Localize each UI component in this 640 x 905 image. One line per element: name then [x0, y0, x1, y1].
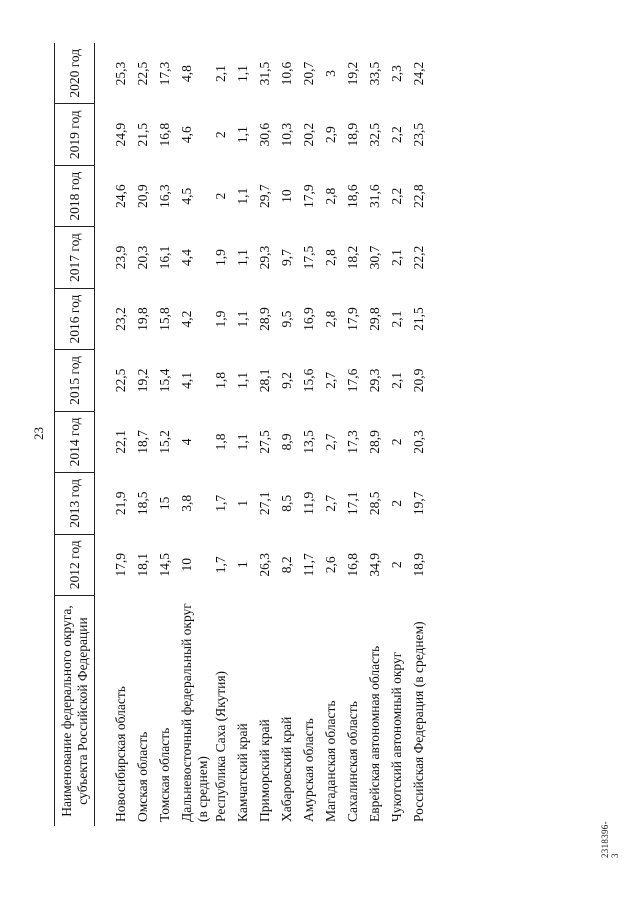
table-row [322, 43, 344, 826]
table-cell-value: 15,4 [157, 368, 173, 393]
table-cell-value: 10 [279, 189, 295, 203]
table-cell-value: 28,9 [367, 430, 383, 454]
table-cell-value: 17,6 [345, 368, 361, 393]
table-row [178, 43, 212, 826]
table-row [388, 43, 410, 826]
table-cell-value: 2,8 [323, 187, 339, 205]
region-name: Сахалинская область [345, 701, 361, 822]
table-cell-value: 4,5 [179, 187, 195, 205]
statistics-table [54, 43, 432, 826]
table-cell-value: 29,8 [367, 307, 383, 331]
table-cell-value: 1 [235, 499, 251, 507]
table-cell-value: 8,5 [279, 494, 295, 512]
table-row [134, 43, 156, 826]
table-cell-value: 31,6 [367, 184, 383, 208]
table-cell-value: 23,9 [113, 245, 129, 270]
table-cell-value: 4,2 [179, 310, 195, 328]
table-cell-value: 2,6 [323, 556, 339, 574]
table-cell-value: 10 [179, 558, 195, 572]
table-cell-value: 2,1 [389, 249, 405, 267]
table-cell-value: 28,5 [367, 491, 383, 516]
region-name: Амурская область [301, 718, 317, 822]
table-cell-value: 8,2 [279, 556, 295, 574]
table-body [95, 43, 433, 826]
table-row [156, 43, 178, 826]
table-cell-value: 8,9 [279, 433, 295, 451]
table-cell-value: 19,8 [135, 307, 151, 331]
table-cell-value: 22,8 [411, 184, 427, 208]
table-cell-value: 16,1 [157, 245, 173, 270]
table-cell-value: 1,1 [235, 433, 251, 451]
table-cell-value: 21,9 [113, 491, 129, 516]
table-cell-value: 9,5 [279, 310, 295, 328]
table-cell-value: 16,8 [157, 122, 173, 147]
table-cell-value: 2,7 [323, 494, 339, 512]
table-cell-value: 29,7 [257, 184, 273, 208]
table-cell-value: 2 [389, 438, 405, 446]
table-cell-value: 2,1 [389, 310, 405, 328]
header-name: Наименование федерального округа, субъекта Российской Федерации [55, 596, 95, 827]
table-cell-value: 1,9 [213, 310, 229, 328]
table-cell-value: 10,3 [279, 122, 295, 147]
table-cell-value: 17,5 [301, 245, 317, 270]
table-cell-value: 1,7 [213, 494, 229, 512]
region-name: Российская Федерация (в среднем) [411, 621, 427, 822]
region-name: Омская область [135, 731, 151, 822]
table-cell-value: 27,1 [257, 491, 273, 516]
table-cell-value: 19,2 [135, 368, 151, 393]
region-name: Новосибирская область [113, 686, 129, 822]
header-year: 2015 год [55, 350, 95, 411]
table-cell-value: 16,3 [157, 184, 173, 208]
table-cell-value: 1,1 [235, 249, 251, 267]
table-cell-value: 9,2 [279, 372, 295, 389]
table-cell-value: 1 [235, 561, 251, 569]
table-row [95, 43, 135, 826]
table-cell-value: 29,3 [367, 368, 383, 393]
table-cell-value: 1,8 [213, 372, 229, 389]
table-cell-value: 2,2 [389, 126, 405, 144]
table-row [234, 43, 256, 826]
table-cell-value: 2 [389, 499, 405, 507]
table-cell-value: 4,4 [179, 249, 195, 267]
table-row [256, 43, 278, 826]
region-name: Приморский край [257, 719, 273, 822]
table-cell-value: 1,1 [235, 310, 251, 328]
table-cell-value: 19,2 [345, 61, 361, 86]
table-cell-value: 2 [213, 192, 229, 200]
table-cell-value: 22,2 [411, 245, 427, 270]
table-row [344, 43, 366, 826]
table-cell-value: 20,9 [135, 184, 151, 208]
table-cell-value: 13,5 [301, 430, 317, 454]
table-cell-value: 18,7 [135, 430, 151, 454]
table-cell-value: 2,1 [213, 65, 229, 82]
table-cell-value: 3,8 [179, 494, 195, 512]
region-name: Дальневосточный федеральный округ (в среднем) [179, 603, 211, 822]
table-row [212, 43, 234, 826]
table-cell-value: 22,5 [135, 61, 151, 86]
page-number: 23 [31, 427, 46, 440]
data-table-rotated [54, 43, 610, 826]
table-cell-value: 18,2 [345, 245, 361, 270]
table-cell-value: 15 [157, 496, 173, 511]
table-cell-value: 1,1 [235, 372, 251, 389]
table-cell-value: 30,6 [257, 122, 273, 147]
table-cell-value: 34,9 [367, 552, 383, 577]
region-name: Томская область [157, 727, 173, 822]
header-year: 2012 год [55, 534, 95, 595]
table-cell-value: 17,9 [345, 307, 361, 331]
table-cell-value: 11,7 [301, 553, 317, 577]
table-cell-value: 1,1 [235, 65, 251, 82]
table-cell-value: 4,1 [179, 372, 195, 389]
table-cell-value: 15,8 [157, 307, 173, 331]
table-row [366, 43, 388, 826]
table-cell-value: 1,8 [213, 433, 229, 451]
table-cell-value: 23,5 [411, 122, 427, 147]
table-cell-value: 1,9 [213, 249, 229, 267]
table-cell-value: 24,9 [113, 122, 129, 147]
table-cell-value: 20,2 [301, 122, 317, 147]
table-cell-value: 20,7 [301, 61, 317, 86]
table-cell-value: 27,5 [257, 430, 273, 454]
table-cell-value: 16,8 [345, 552, 361, 577]
table-cell-value: 19,7 [411, 491, 427, 516]
header-year: 2019 год [55, 104, 95, 165]
table-cell-value: 32,5 [367, 122, 383, 147]
table-cell-value: 18,1 [135, 552, 151, 577]
table-row [300, 43, 322, 826]
footer-code: 2318396-3 [600, 821, 620, 858]
table-cell-value: 2,9 [323, 126, 339, 144]
table-row [278, 43, 300, 826]
table-cell-value: 4,8 [179, 65, 195, 82]
table-cell-value: 9,7 [279, 249, 295, 267]
table-cell-value: 17,9 [301, 184, 317, 208]
table-cell-value: 4 [179, 438, 195, 446]
table-cell-value: 1,1 [235, 126, 251, 144]
region-name: Еврейская автономная область [367, 645, 383, 822]
table-cell-value: 14,5 [157, 552, 173, 577]
table-cell-value: 21,5 [411, 307, 427, 331]
region-name: Хабаровский край [279, 716, 295, 822]
region-name: Республика Саха (Якутия) [213, 670, 229, 822]
header-year: 2013 год [55, 473, 95, 534]
table-cell-value: 11,9 [301, 491, 317, 515]
header-year: 2014 год [55, 411, 95, 472]
region-name: Чукотский автономный округ [389, 651, 405, 822]
header-year: 2020 год [55, 43, 95, 104]
table-cell-value: 17,3 [157, 61, 173, 86]
table-cell-value: 24,2 [411, 61, 427, 86]
table-cell-value: 15,2 [157, 430, 173, 454]
table-cell-value: 31,5 [257, 61, 273, 86]
table-cell-value: 18,5 [135, 491, 151, 516]
table-cell-value: 2,3 [389, 65, 405, 82]
table-cell-value: 2,7 [323, 433, 339, 451]
table-cell-value: 29,3 [257, 245, 273, 270]
table-cell-value: 20,3 [135, 245, 151, 270]
table-cell-value: 16,9 [301, 307, 317, 331]
table-cell-value: 26,3 [257, 552, 273, 577]
table-cell-value: 28,9 [257, 307, 273, 331]
region-name: Камчатский край [235, 723, 251, 822]
table-cell-value: 28,1 [257, 368, 273, 393]
table-cell-value: 2,8 [323, 310, 339, 328]
table-cell-value: 17,1 [345, 491, 361, 516]
table-cell-value: 24,6 [113, 184, 129, 208]
table-cell-value: 17,3 [345, 430, 361, 454]
table-cell-value: 2,1 [389, 372, 405, 389]
table-cell-value: 2,2 [389, 187, 405, 205]
table-cell-value: 10,6 [279, 61, 295, 86]
table-header-row [55, 43, 95, 826]
table-cell-value: 15,6 [301, 368, 317, 393]
table-cell-value: 4,6 [179, 126, 195, 144]
table-cell-value: 3 [323, 70, 339, 77]
table-cell-value: 23,2 [113, 307, 129, 331]
table-cell-value: 25,3 [113, 61, 129, 86]
region-name: Магаданская область [323, 700, 339, 822]
table-cell-value: 2 [213, 131, 229, 139]
table-cell-value: 18,9 [345, 122, 361, 147]
table-cell-value: 22,1 [113, 430, 129, 454]
table-cell-value: 22,5 [113, 368, 129, 393]
table-cell-value: 30,7 [367, 245, 383, 270]
table-cell-value: 2,8 [323, 249, 339, 267]
header-year: 2017 год [55, 227, 95, 288]
table-cell-value: 18,9 [411, 552, 427, 577]
table-cell-value: 21,5 [135, 122, 151, 147]
table-cell-value: 33,5 [367, 61, 383, 86]
table-cell-value: 17,9 [113, 552, 129, 577]
table-cell-value: 18,6 [345, 184, 361, 208]
table-cell-value: 1,1 [235, 187, 251, 205]
table-cell-value: 20,9 [411, 368, 427, 393]
table-cell-value: 1,7 [213, 556, 229, 574]
table-cell-value: 2,7 [323, 372, 339, 389]
table-cell-value: 2 [389, 561, 405, 569]
header-year: 2018 год [55, 165, 95, 226]
header-year: 2016 год [55, 288, 95, 349]
table-row [410, 43, 432, 826]
table-cell-value: 20,3 [411, 430, 427, 454]
